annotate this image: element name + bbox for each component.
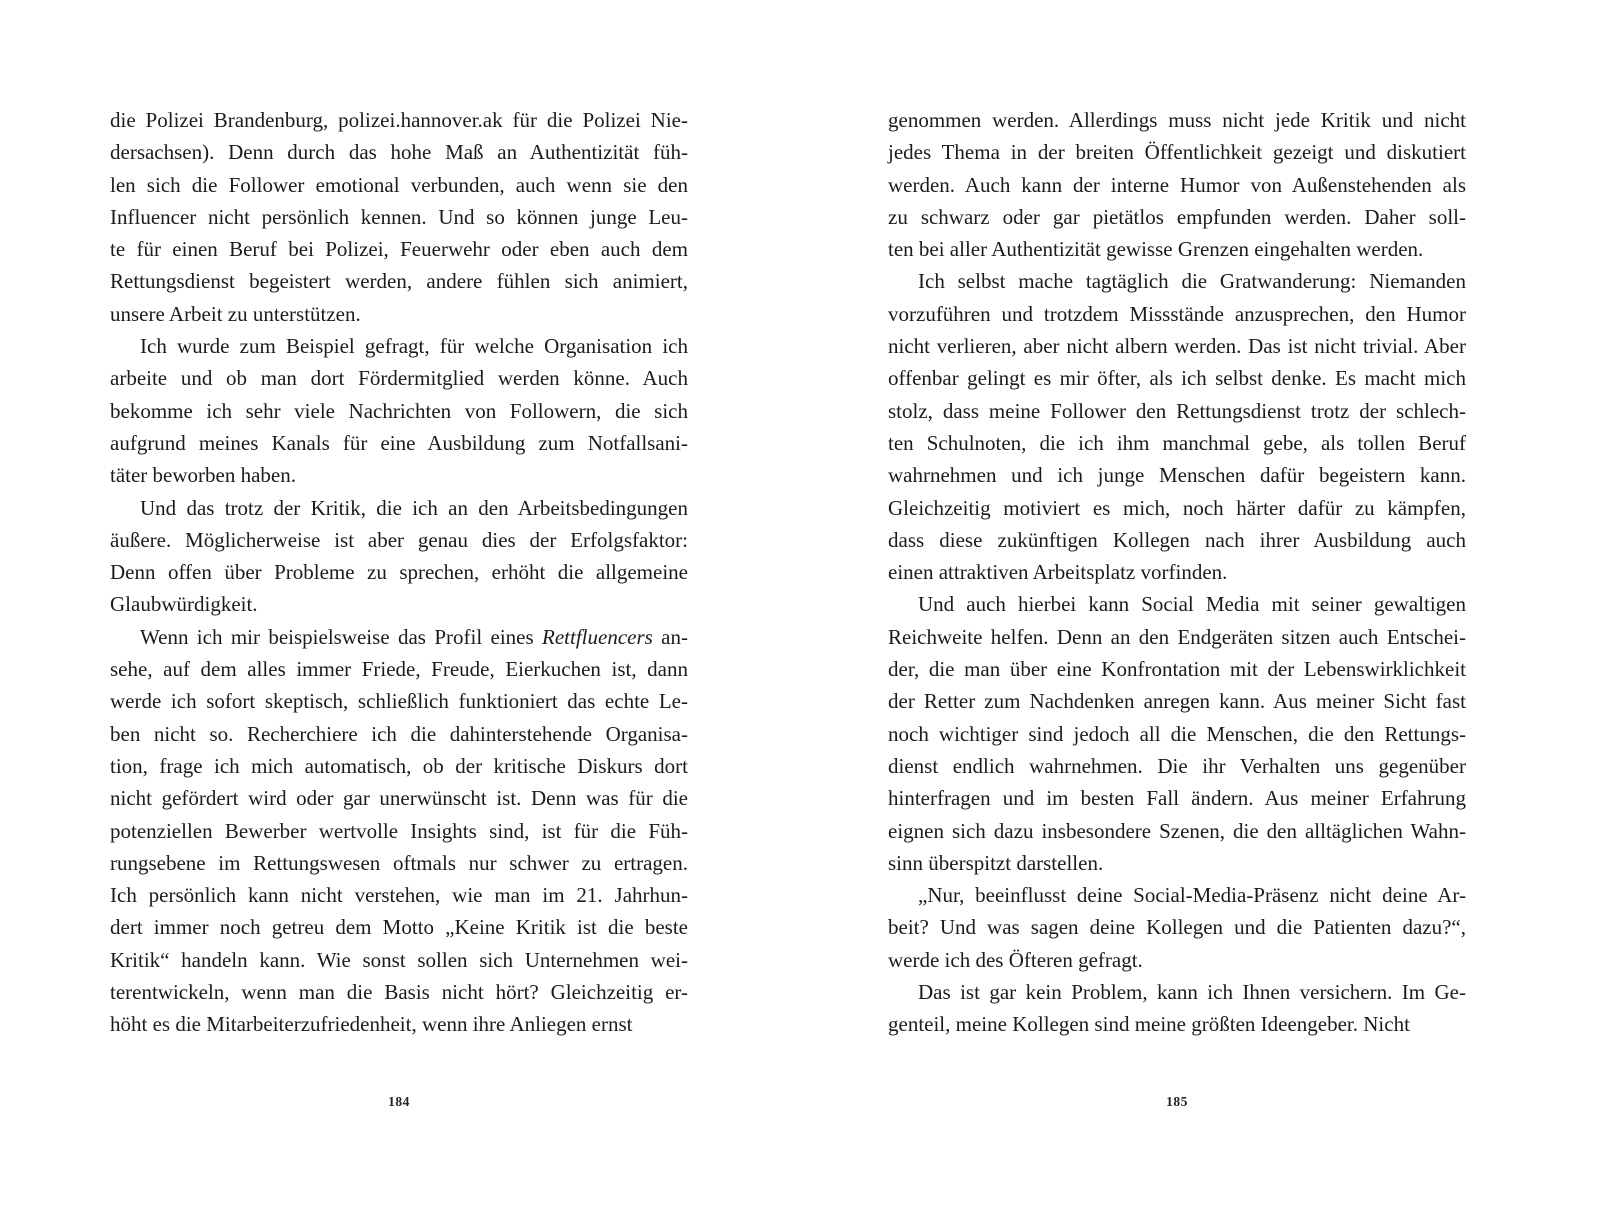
text-line: te für einen Beruf bei Polizei, Feuerwehr oder eben auch dem [110, 237, 688, 262]
text-line: dert immer noch getreu dem Motto „Keine Kritik ist die beste [110, 915, 688, 940]
page-number-right: 185 [1166, 1094, 1188, 1109]
text-line: genteil, meine Kollegen sind meine größten Ideengeber. Nicht [888, 1012, 1410, 1037]
text-line: werde ich sofort skeptisch, schließlich funktioniert das echte Le- [110, 689, 688, 714]
text-line: dass diese zukünftigen Kollegen nach ihrer Ausbildung auch [888, 527, 1466, 552]
page-right-text-block [888, 104, 1466, 1041]
paragraph [110, 104, 688, 330]
text-line: Wenn ich mir beispielsweise das Profil eines Rettfluencers an- [140, 624, 688, 649]
text-line: täter beworben haben. [110, 463, 296, 488]
text-line: dersachsen). Denn durch das hohe Maß an Authentizität füh- [110, 140, 688, 165]
text-line: einen attraktiven Arbeitsplatz vorfinden. [888, 560, 1228, 585]
paragraph [888, 879, 1466, 976]
text-line: werden. Auch kann der interne Humor von Außenstehenden als [888, 172, 1466, 197]
text-line: Ich persönlich kann nicht verstehen, wie man im 21. Jahrhun- [110, 883, 688, 908]
text-line: aufgrund meines Kanals für eine Ausbildung zum Notfallsani- [110, 430, 688, 455]
text-line: offenbar gelingt es mir öfter, als ich selbst denke. Es macht mich [888, 366, 1466, 391]
text-line: die Polizei Brandenburg, polizei.hannover.ak für die Polizei Nie- [110, 108, 688, 132]
text-line: „Nur, beeinflusst deine Social-Media-Präsenz nicht deine Ar- [918, 883, 1466, 908]
text-line: Rettungsdienst begeistert werden, andere fühlen sich animiert, [110, 269, 688, 294]
text-line: der Retter zum Nachdenken anregen kann. Aus meiner Sicht fast [888, 689, 1466, 714]
text-line: höht es die Mitarbeiterzufriedenheit, wenn ihre Anliegen ernst [110, 1012, 633, 1037]
paragraph [888, 588, 1466, 879]
text-line: beit? Und was sagen deine Kollegen und die Patienten dazu?“, [888, 915, 1466, 940]
paragraph [110, 621, 688, 1041]
text-line: Und das trotz der Kritik, die ich an den Arbeitsbedingungen [140, 495, 688, 520]
text-line: len sich die Follower emotional verbunden, auch wenn sie den [110, 172, 688, 197]
text-line: arbeite und ob man dort Fördermitglied werden könne. Auch [110, 366, 688, 391]
text-line: ben nicht so. Recherchiere ich die dahinterstehende Organisa- [110, 721, 688, 746]
text-line: vorzuführen und trotzdem Missstände anzusprechen, den Humor [888, 301, 1466, 326]
text-line: hinterfragen und im besten Fall ändern. Aus meiner Erfahrung [888, 786, 1466, 811]
text-line: ten bei aller Authentizität gewisse Grenzen eingehalten werden. [888, 237, 1424, 262]
text-line: stolz, dass meine Follower den Rettungsdienst trotz der schlech- [888, 398, 1466, 423]
text-line: sinn überspitzt darstellen. [888, 850, 1104, 875]
text-line: Das ist gar kein Problem, kann ich Ihnen versichern. Im Ge- [918, 980, 1466, 1005]
text-line: potenziellen Bewerber wertvolle Insights sind, ist für die Füh- [110, 818, 688, 843]
text-line: Reichweite helfen. Denn an den Endgeräten sitzen auch Entschei- [888, 624, 1466, 649]
text-line: Denn offen über Probleme zu sprechen, erhöht die allgemeine [110, 560, 688, 585]
text-line: Und auch hierbei kann Social Media mit seiner gewaltigen [918, 592, 1466, 617]
text-line: rungsebene im Rettungswesen oftmals nur schwer zu ertragen. [110, 850, 688, 875]
text-line: Glaubwürdigkeit. [110, 592, 258, 617]
paragraph [110, 330, 688, 491]
text-line: noch wichtiger sind jedoch all die Menschen, die den Rettungs- [888, 721, 1466, 746]
text-line: ten Schulnoten, die ich ihm manchmal gebe, als tollen Beruf [888, 430, 1466, 455]
page-right [803, 0, 1606, 1211]
text-line: Ich wurde zum Beispiel gefragt, für welche Organisation ich [140, 334, 688, 359]
text-line: tion, frage ich mich automatisch, ob der kritische Diskurs dort [110, 753, 688, 778]
text-line: terentwickeln, wenn man die Basis nicht hört? Gleichzeitig er- [110, 980, 688, 1005]
paragraph [888, 265, 1466, 588]
text-line: jedes Thema in der breiten Öffentlichkeit gezeigt und diskutiert [888, 140, 1466, 165]
text-line: Influencer nicht persönlich kennen. Und so können junge Leu- [110, 204, 688, 229]
paragraph [888, 976, 1466, 1041]
text-line: werde ich des Öfteren gefragt. [888, 947, 1143, 972]
text-line: dienst endlich wahrnehmen. Die ihr Verhalten uns gegenüber [888, 753, 1466, 778]
text-line: sehe, auf dem alles immer Friede, Freude, Eierkuchen ist, dann [110, 657, 688, 682]
page-left-text-block [110, 104, 688, 1041]
text-line: Gleichzeitig motiviert es mich, noch härter dafür zu kämpfen, [888, 495, 1466, 520]
text-line: Kritik“ handeln kann. Wie sonst sollen sich Unternehmen wei- [110, 947, 688, 972]
text-line: unsere Arbeit zu unterstützen. [110, 301, 361, 326]
paragraph [888, 104, 1466, 265]
text-line: zu schwarz oder gar pietätlos empfunden werden. Daher soll- [888, 204, 1466, 229]
text-line: nicht verlieren, aber nicht albern werden. Das ist nicht trivial. Aber [888, 334, 1466, 359]
paragraph [110, 492, 688, 621]
text-line: äußere. Möglicherweise ist aber genau dies der Erfolgsfaktor: [110, 527, 688, 552]
text-line: der, die man über eine Konfrontation mit der Lebenswirklichkeit [888, 657, 1466, 682]
text-line: nicht gefördert wird oder gar unerwünscht ist. Denn was für die [110, 786, 688, 811]
text-line: bekomme ich sehr viele Nachrichten von Followern, die sich [110, 398, 688, 423]
text-line: genommen werden. Allerdings muss nicht jede Kritik und nicht [888, 108, 1466, 132]
page-number-left: 184 [388, 1094, 410, 1109]
text-line: Ich selbst mache tagtäglich die Gratwanderung: Niemanden [918, 269, 1466, 294]
text-line: eignen sich dazu insbesondere Szenen, die den alltäglichen Wahn- [888, 818, 1466, 843]
text-line: wahrnehmen und ich junge Menschen dafür begeistern kann. [888, 463, 1466, 488]
